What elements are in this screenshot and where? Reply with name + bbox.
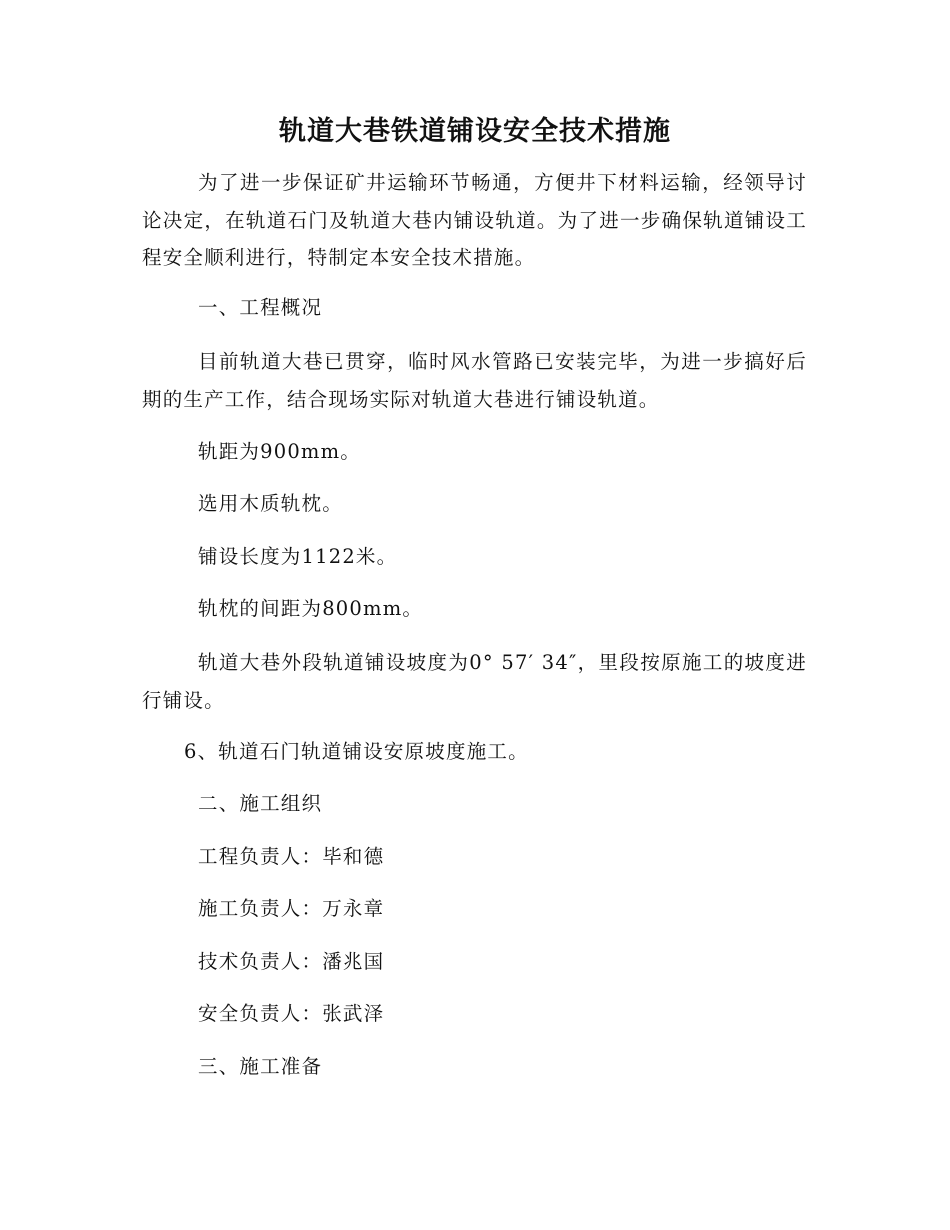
item-slope-paragraph: 轨道大巷外段轨道铺设坡度为0° 57′ 34″，里段按原施工的坡度进行铺设。 [142, 651, 807, 712]
item-sleeper-material: 选用木质轨枕。 [198, 492, 343, 515]
item-sleeper-spacing: 轨枕的间距为800mm。 [198, 597, 424, 620]
org-technical-leader: 技术负责人：潘兆国 [198, 950, 385, 973]
org-project-leader: 工程负责人：毕和德 [198, 845, 385, 868]
org-safety-leader: 安全负责人：张武泽 [198, 1002, 385, 1025]
section-heading-organization: 二、施工组织 [198, 792, 323, 815]
intro-paragraph: 为了进一步保证矿井运输环节畅通，方便井下材料运输，经领导讨论决定，在轨道石门及轨道大巷内铺设轨道。为了进一步确保轨道铺设工程安全顺利进行，特制定本安全技术措施。 [142, 171, 807, 269]
item-crosscut-laying: 6、轨道石门轨道铺设安原坡度施工。 [184, 740, 529, 763]
section-heading-preparation: 三、施工准备 [198, 1055, 323, 1078]
section-heading-overview: 一、工程概况 [198, 296, 323, 319]
item-laying-length: 铺设长度为1122米。 [198, 545, 398, 568]
overview-paragraph: 目前轨道大巷已贯穿，临时风水管路已安装完毕，为进一步搞好后期的生产工作，结合现场实际对轨道大巷进行铺设轨道。 [142, 350, 807, 411]
item-rail-gauge: 轨距为900mm。 [198, 440, 362, 463]
org-construction-leader: 施工负责人：万永章 [198, 897, 385, 920]
document-title: 轨道大巷铁道铺设安全技术措施 [279, 116, 671, 147]
